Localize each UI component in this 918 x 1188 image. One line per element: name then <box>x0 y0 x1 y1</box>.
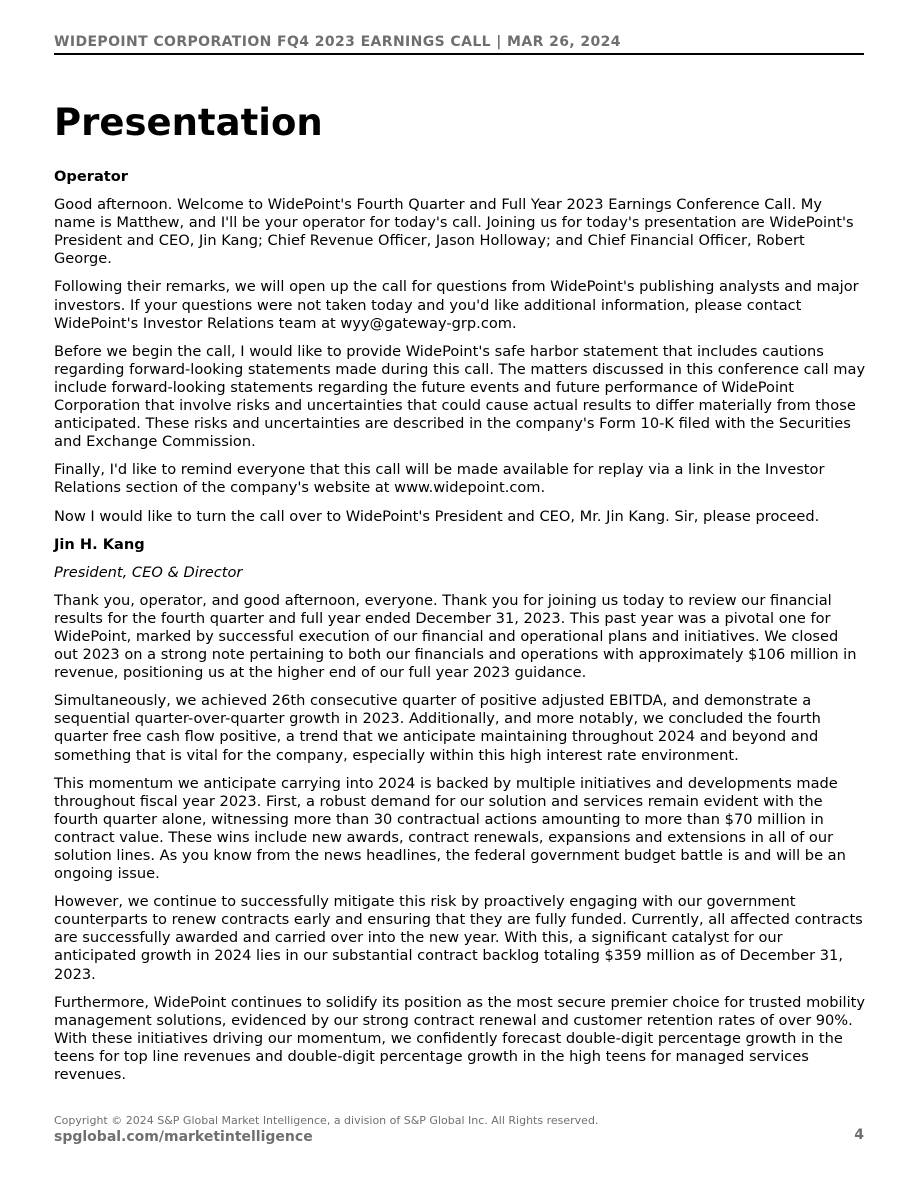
footer-copyright: Copyright © 2024 S&P Global Market Intelligence, a division of S&P Global Inc. All Rights reserved. <box>54 1114 599 1127</box>
paragraph: Furthermore, WidePoint continues to solidify its position as the most secure premier choice for trusted mobility management solutions, evidenced by our strong contract renewal and customer retention rates of over 90%. With these initiatives driving our momentum, we confidently forecast double-digit percentage growth in the teens for top line revenues and double-digit percentage growth in the high teens for managed services revenues. <box>54 993 866 1084</box>
transcript-body <box>54 168 866 1094</box>
page-number: 4 <box>854 1127 864 1143</box>
speaker-name: Operator <box>54 168 128 185</box>
speaker-name: Jin H. Kang <box>54 535 145 553</box>
paragraph: Finally, I'd like to remind everyone that this call will be made available for replay via a link in the Investor Relations section of the company's website at www.widepoint.com. <box>54 461 825 497</box>
footer-link[interactable]: spglobal.com/marketintelligence <box>54 1129 313 1145</box>
paragraph: Now I would like to turn the call over to WidePoint's President and CEO, Mr. Jin Kang. Sir, please proceed. <box>54 507 820 525</box>
paragraph: Simultaneously, we achieved 26th consecutive quarter of positive adjusted EBITDA, and demonstrate a sequential quarter-over-quarter growth in 2023. Additionally, and more notably, we concluded the fourth quarter free cash flow positive, a trend that we anticipate maintaining throughout 2024 and beyond and something that is vital for the company, especially within this high interest rate environment. <box>54 692 821 764</box>
speaker-block-jin-kang <box>54 536 866 582</box>
section-title: Presentation <box>54 101 323 144</box>
paragraph: Good afternoon. Welcome to WidePoint's Fourth Quarter and Full Year 2023 Earnings Conference Call. My name is Matthew, and I'll be your operator for today's call. Joining us for today's presentation are WidePoint's President and CEO, Jin Kang; Chief Revenue Officer, Jason Holloway; and Chief Financial Officer, Robert George. <box>54 196 854 268</box>
paragraph: However, we continue to successfully mitigate this risk by proactively engaging with our government counterparts to renew contracts early and ensuring that they are fully funded. Currently, all affected contracts are successfully awarded and carried over into the new year. With this, a significant catalyst for our anticipated growth in 2024 lies in our substantial contract backlog totaling $359 million as of December 31, 2023. <box>54 893 863 983</box>
header-divider <box>54 53 864 55</box>
paragraph: Thank you, operator, and good afternoon, everyone. Thank you for joining us today to review our financial results for the fourth quarter and full year ended December 31, 2023. This past year was a pivotal one for WidePoint, marked by successful execution of our financial and operational plans and initiatives. We closed out 2023 on a strong note pertaining to both our financials and operations with approximately $106 million in revenue, positioning us at the higher end of our full year 2023 guidance. <box>54 591 857 682</box>
speaker-block-operator <box>54 168 866 186</box>
page-header: WIDEPOINT CORPORATION FQ4 2023 EARNINGS CALL | MAR 26, 2024 <box>54 34 621 50</box>
paragraph: Before we begin the call, I would like to provide WidePoint's safe harbor statement that includes cautions regarding forward-looking statements made during this call. The matters discussed in this conference call may include forward-looking statements regarding the future events and future performance of WidePoint Corporation that involve risks and uncertainties that could cause actual results to differ materially from those anticipated. These risks and uncertainties are described in the company's Form 10-K filed with the Securities and Exchange Commission. <box>54 342 866 451</box>
paragraph: Following their remarks, we will open up the call for questions from WidePoint's publishing analysts and major investors. If your questions were not taken today and you'd like additional information, please contact WidePoint's Investor Relations team at wyy@gateway-grp.com. <box>54 278 859 332</box>
paragraph: This momentum we anticipate carrying into 2024 is backed by multiple initiatives and developments made throughout fiscal year 2023. First, a robust demand for our solution and services remain evident with the fourth quarter alone, witnessing more than 30 contractual actions amounting to more than $70 million in contract value. These wins include new awards, contract renewals, expansions and extensions in all of our solution lines. As you know from the news headlines, the federal government budget battle is and will be an ongoing issue. <box>54 774 846 883</box>
speaker-role: President, CEO & Director <box>54 563 243 581</box>
